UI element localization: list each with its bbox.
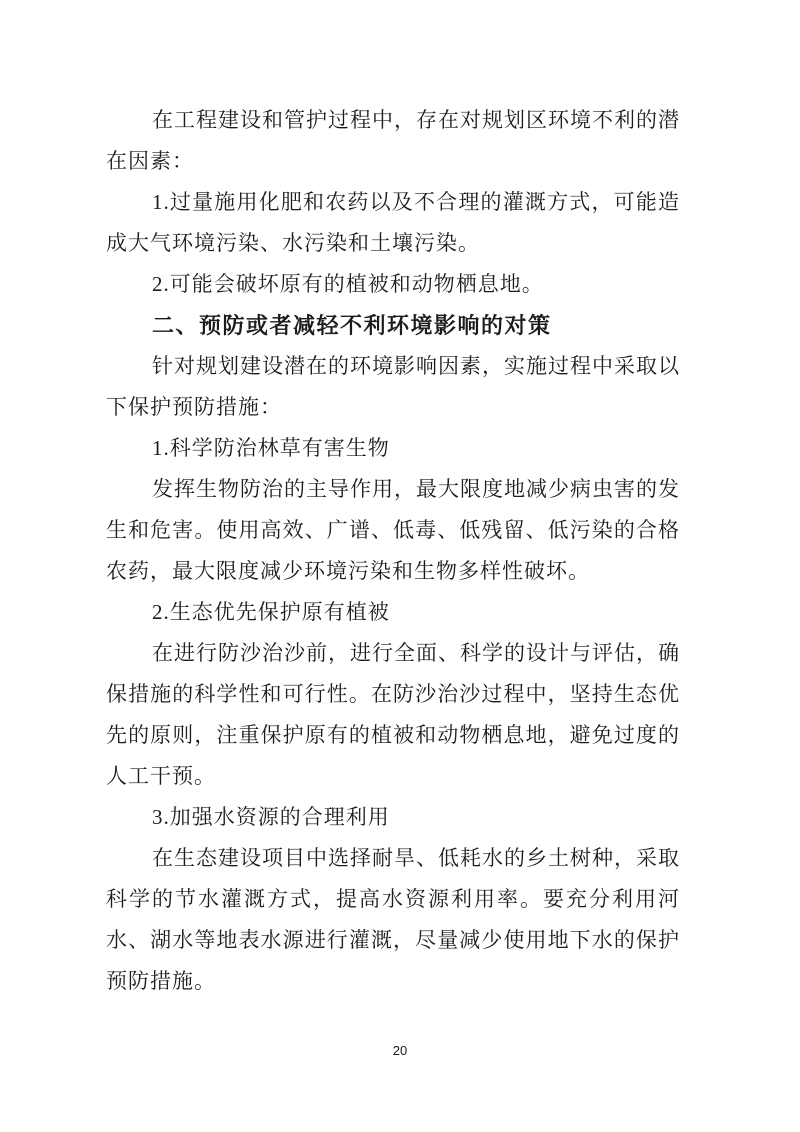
paragraph: 在生态建设项目中选择耐旱、低耗水的乡土树种，采取科学的节水灌溉方式，提高水资源利用率。要充分利用河水、湖水等地表水源进行灌溉，尽量减少使用地下水的保护预防措施。 xyxy=(106,846,680,993)
paragraph: 在进行防沙治沙前，进行全面、科学的设计与评估，确保措施的科学性和可行性。在防沙治沙过程中，坚持生态优先的原则，注重保护原有的植被和动物栖息地，避免过度的人工干预。 xyxy=(106,641,680,788)
page-footer xyxy=(0,1042,800,1060)
page-number: 20 xyxy=(392,1043,408,1058)
paragraph: 1.过量施用化肥和农药以及不合理的灌溉方式，可能造成大气环境污染、水污染和土壤污染。 xyxy=(106,190,680,255)
document-content xyxy=(106,100,680,1002)
paragraph: 2.可能会破坏原有的植被和动物栖息地。 xyxy=(152,272,544,296)
paragraph: 1.科学防治林草有害生物 xyxy=(152,436,390,460)
section-heading: 二、预防或者减轻不利环境影响的对策 xyxy=(152,313,552,338)
paragraph: 针对规划建设潜在的环境影响因素，实施过程中采取以下保护预防措施： xyxy=(106,354,680,419)
paragraph: 3.加强水资源的合理利用 xyxy=(152,805,390,829)
paragraph: 在工程建设和管护过程中，存在对规划区环境不利的潜在因素： xyxy=(106,108,680,173)
paragraph: 2.生态优先保护原有植被 xyxy=(152,600,390,624)
paragraph: 发挥生物防治的主导作用，最大限度地减少病虫害的发生和危害。使用高效、广谱、低毒、低残留、低污染的合格农药，最大限度减少环境污染和生物多样性破坏。 xyxy=(106,477,680,583)
